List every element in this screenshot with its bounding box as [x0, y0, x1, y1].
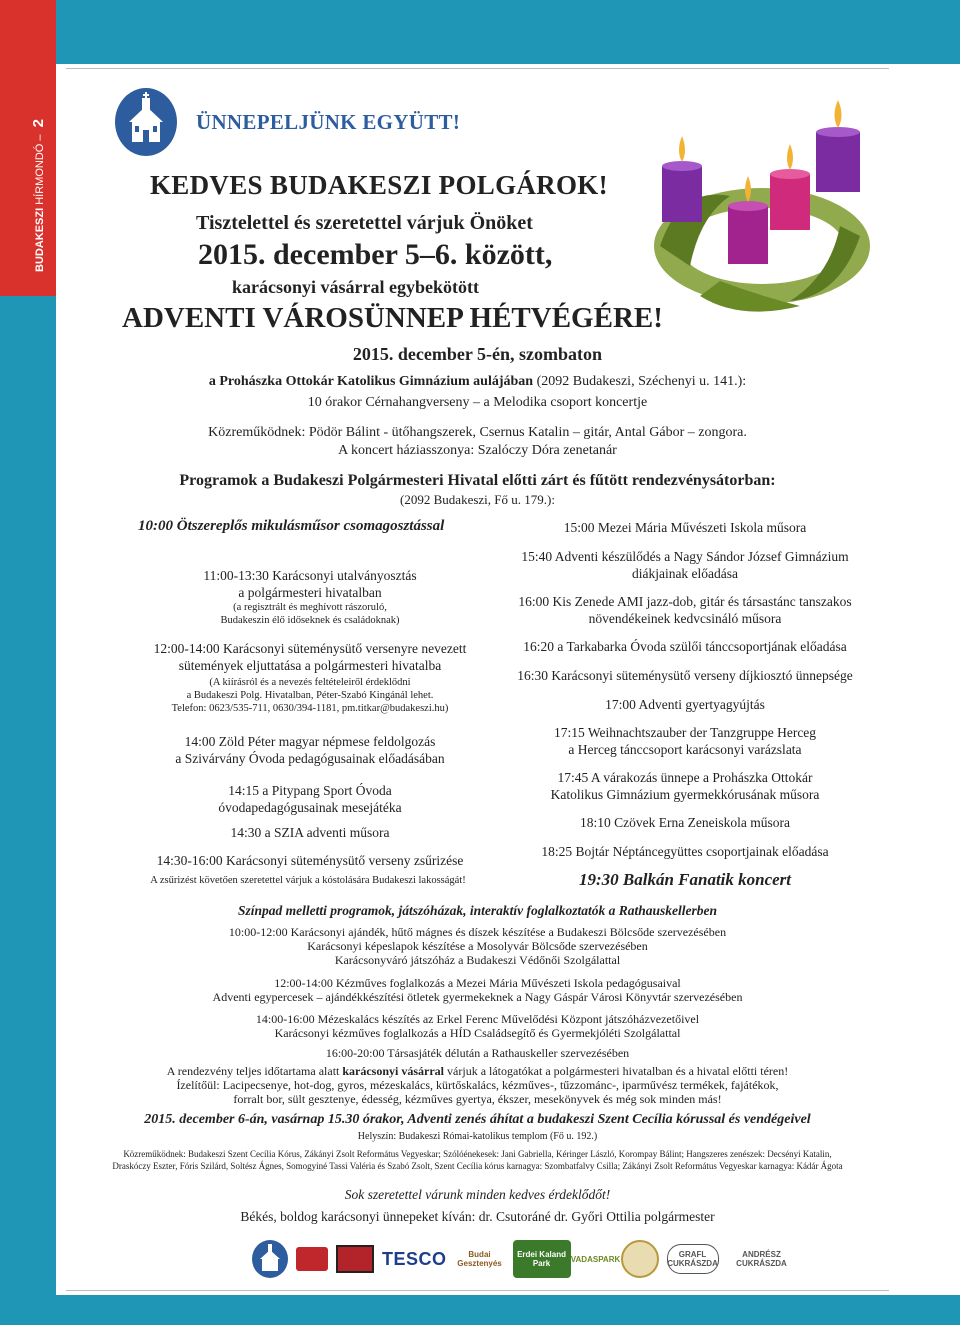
left-program-1: 10:00 Ötszereplős mikulásműsor csomagosztással [138, 518, 445, 534]
bottom-band [0, 1295, 960, 1325]
side-label [30, 119, 47, 272]
left-program-2-line-b: a polgármesteri hivatalban [238, 585, 382, 600]
right-program-4: 16:20 a Tarkabarka Óvoda szülői tánccsoportjának előadása [523, 639, 847, 654]
left-program-2-line-d: Budakeszin élő időseknek és családoknak) [220, 615, 400, 626]
venue-name: a Prohászka Ottokár Katolikus Gimnázium aulájában [208, 374, 534, 389]
left-program-3-line-b: sütemények eljuttatása a polgármesteri hivatalba [178, 658, 442, 673]
saturday-heading: 2015. december 5-én, szombaton [352, 344, 603, 364]
stage-block-2-line-a: 12:00-14:00 Kézműves foglalkozás a Mezei Mária Művészeti Iskola pedagógusaival [274, 976, 681, 990]
stage-block-2-line-b: Adventi egypercesek – ajándékkészítési ötletek gyermekeknek a Nagy Gáspár Városi Könyvtár szervezésében [212, 990, 743, 1004]
right-program-7-line-a: 17:15 Weihnachtszauber der Tanzgruppe Herceg [553, 725, 817, 740]
sponsor-round-icon [621, 1240, 659, 1278]
closing-invite: Sok szeretettel várunk minden kedves érdeklődőt! [344, 1187, 611, 1202]
right-program-9: 18:10 Czövek Erna Zeneiskola műsora [580, 815, 790, 830]
right-program-1: 15:00 Mezei Mária Művészeti Iskola műsora [563, 520, 807, 535]
title-event: ADVENTI VÁROSÜNNEP HÉTVÉGÉRE! [122, 302, 663, 334]
right-program-3-line-b: növendékeinek kedvcsináló műsora [588, 611, 782, 626]
market-line-2: Ízelítőül: Lacipecsenye, hot-dog, gyros, mézeskalács, kürtőskalács, kézműves-, tűzzománc-, iparművész termékek, fajátékok, [176, 1078, 779, 1092]
sunday-performers [66, 1148, 889, 1172]
stage-block-1-line-b: Karácsonyi képeslapok készítése a Mosolyvár Bölcsőde szervezésében [307, 939, 648, 953]
closing-wish: Békés, boldog karácsonyi ünnepeket kíván: dr. Csutoráné dr. Győri Ottilia polgármester [240, 1209, 715, 1224]
concert-line: 10 órakor Cérnahangverseny – a Melodika csoport koncertje [307, 395, 648, 410]
concert-host: A koncert háziasszonya: Szalóczy Dóra zenetanár [338, 443, 617, 458]
left-program-3-line-a: 12:00-14:00 Karácsonyi süteménysütő versenyre nevezett [153, 641, 467, 656]
stage-block-1-line-c: Karácsonyváró játszóház a Budakeszi Védőnői Szolgálattal [334, 953, 621, 967]
title-line-2: Tisztelettel és szeretettel várjuk Önöket [196, 212, 533, 234]
right-program-10: 18:25 Bojtár Néptáncegyüttes csoportjainak előadása [541, 844, 829, 859]
sunday-performers-line-2: Draskóczy Eszter, Fóris Szilárd, Soltész Ágnes, Somogyiné Tassi Valéria és Szabó Zsolt, Szent Cecília kórus karnagya: Szombatfalvy Csilla; Zákányi Zsolt Református Vegyeskar karnagya: Kádár Ágota [112, 1161, 843, 1171]
venue-address: (2092 Budakeszi, Széchenyi u. 141.): [536, 374, 747, 389]
title-line-4: karácsonyi vásárral egybekötött [232, 277, 479, 297]
top-band [0, 0, 960, 64]
left-program-2-line-a: 11:00-13:30 Karácsonyi utalványosztás [203, 568, 417, 583]
market-line-3: forralt bor, sült gesztenye, édesség, kézműves gyertya, ékszer, mesekönyvek és még sok minden más! [233, 1092, 722, 1106]
sunday-heading: 2015. december 6-án, vasárnap 15.30 órakor, Adventi zenés áhítat a budakeszi Szent Cecília kórussal és vendégeivel [144, 1112, 811, 1127]
stage-block-3 [66, 1012, 889, 1040]
stage-block-1 [66, 925, 889, 967]
right-program-3-line-a: 16:00 Kis Zenede AMI jazz-dob, gitár és társastánc tanszakos [518, 594, 852, 609]
sponsor-dark-icon [336, 1245, 374, 1273]
left-program-5-line-a: 14:15 a Pitypang Sport Óvoda [228, 783, 392, 798]
right-program-8-line-a: 17:45 A várakozás ünnepe a Prohászka Ottokár [557, 770, 813, 785]
stage-block-2 [66, 976, 889, 1004]
sponsor-andresz: ANDRÉSZ CUKRÁSZDA [736, 1250, 787, 1268]
programs-heading: Programok a Budakeszi Polgármesteri Hivatal előtti zárt és fűtött rendezvénysátorban: [179, 472, 776, 489]
left-program-3 [110, 640, 510, 715]
stage-block-3-line-b: Karácsonyi kézműves foglalkozás a HÍD Családsegítő és Gyermekjóléti Szolgálattal [274, 1026, 681, 1040]
left-program-4 [110, 733, 510, 767]
market-line-1: A rendezvény teljes időtartama alatt karácsonyi vásárral várjuk a látogatókat a polgármesteri hivatalban és a hivatal előtti téren! [166, 1064, 789, 1078]
bottom-rule [66, 1290, 889, 1291]
title-dates: 2015. december 5–6. között, [198, 238, 553, 271]
top-rule [66, 68, 889, 69]
stage-block-1-line-a: 10:00-12:00 Karácsonyi ajándék, hűtő mágnes és díszek készítése a Budakeszi Bölcsőde szervezésében [228, 925, 727, 939]
left-program-4-line-b: a Szivárvány Óvoda pedagógusainak előadásában [175, 751, 445, 766]
sponsor-logos [252, 1237, 797, 1281]
left-program-8: A zsűrizést követően szeretettel várjuk a kóstolására Budakeszi lakosságát! [150, 875, 466, 886]
brand-name: BUDAKESZI [34, 207, 46, 272]
stage-block-3-line-a: 14:00-16:00 Mézeskalács készítés az Erkel Ferenc Művelődési Központ játszóházvezetőivel [255, 1012, 700, 1026]
left-program-3-line-d: a Budakeszi Polg. Hivatalban, Péter-Szabó Kingánál lehet. [186, 690, 434, 701]
right-program-2-line-a: 15:40 Adventi készülődés a Nagy Sándor József Gimnázium [521, 549, 849, 564]
sunday-venue: Helyszín: Budakeszi Római-katolikus templom (Fő u. 192.) [357, 1131, 598, 1142]
left-program-3-line-e: Telefon: 0623/535-711, 0630/394-1181, pm.titkar@budakeszi.hu) [171, 703, 449, 714]
saturday-venue [66, 374, 889, 390]
stage-heading: Színpad melletti programok, játszóházak, interaktív foglalkoztatók a Rathauskellerben [238, 903, 717, 918]
left-program-6: 14:30 a SZIA adventi műsora [230, 825, 390, 840]
church-small-icon [252, 1240, 288, 1278]
left-program-3-line-c: (A kiírásról és a nevezés feltételeiről érdeklődni [209, 677, 411, 688]
sponsor-vadaspark: VADASPARK [570, 1254, 621, 1264]
right-program-8-line-b: Katolikus Gimnázium gyermekkórusának műsora [550, 787, 820, 802]
page-number: 2 [30, 119, 47, 128]
right-program-7 [500, 724, 870, 758]
programs-address: (2092 Budakeszi, Fő u. 179.): [400, 492, 555, 507]
left-program-5 [110, 782, 510, 816]
right-program-2-line-b: diákjainak előadása [631, 566, 739, 581]
left-program-7: 14:30-16:00 Karácsonyi süteménysütő verseny zsűrizése [156, 853, 464, 868]
page-tab [0, 0, 56, 296]
title-line-1: KEDVES BUDAKESZI POLGÁROK! [150, 170, 608, 200]
sponsor-gesztenyes: Budai Gesztenyés [457, 1250, 502, 1268]
right-program-2 [500, 548, 870, 582]
market-info [66, 1064, 889, 1106]
sponsor-grafl: GRAFL CUKRÁSZDA [667, 1244, 719, 1274]
left-program-5-line-b: óvodapedagógusainak mesejátéka [218, 800, 402, 815]
right-program-6: 17:00 Adventi gyertyagyújtás [605, 697, 765, 712]
sunday-performers-line-1: Közreműködnek: Budakeszi Szent Cecília Kórus, Zákányi Zsolt Református Vegyeskar; Szólóénekesek: Jani Gabriella, Kéringer László, Korompay Bálint; Hangszeres zenészek: Decsényi Katalin, [123, 1149, 832, 1159]
brand-subtitle: HÍRMONDÓ – [34, 134, 46, 205]
left-program-2-line-c: (a regisztrált és meghívott rászoruló, [233, 602, 387, 613]
right-program-3 [500, 593, 870, 627]
concert-performers: Közreműködnek: Pödör Bálint - ütőhangszerek, Csernus Katalin – gitár, Antal Gábor – zongora. [208, 425, 747, 440]
right-program-8 [500, 769, 870, 803]
right-program-5: 16:30 Karácsonyi süteménysütő verseny díjkiosztó ünnepsége [517, 668, 853, 683]
right-program-7-line-b: a Herceg tánccsoport karácsonyi varázslata [568, 742, 802, 757]
sponsor-red-icon [296, 1247, 328, 1271]
header-slogan: ÜNNEPELJÜNK EGYÜTT! [196, 110, 461, 134]
advent-wreath-icon [640, 96, 880, 326]
church-logo-icon [115, 88, 177, 156]
right-program-11: 19:30 Balkán Fanatik koncert [578, 870, 792, 889]
sponsor-tesco: TESCO [382, 1248, 447, 1269]
stage-block-4: 16:00-20:00 Társasjáték délután a Rathauskeller szervezésében [325, 1046, 630, 1060]
sponsor-kalandpark: Erdei Kaland Park [513, 1240, 571, 1278]
left-program-2 [110, 567, 510, 627]
left-program-4-line-a: 14:00 Zöld Péter magyar népmese feldolgozás [184, 734, 436, 749]
